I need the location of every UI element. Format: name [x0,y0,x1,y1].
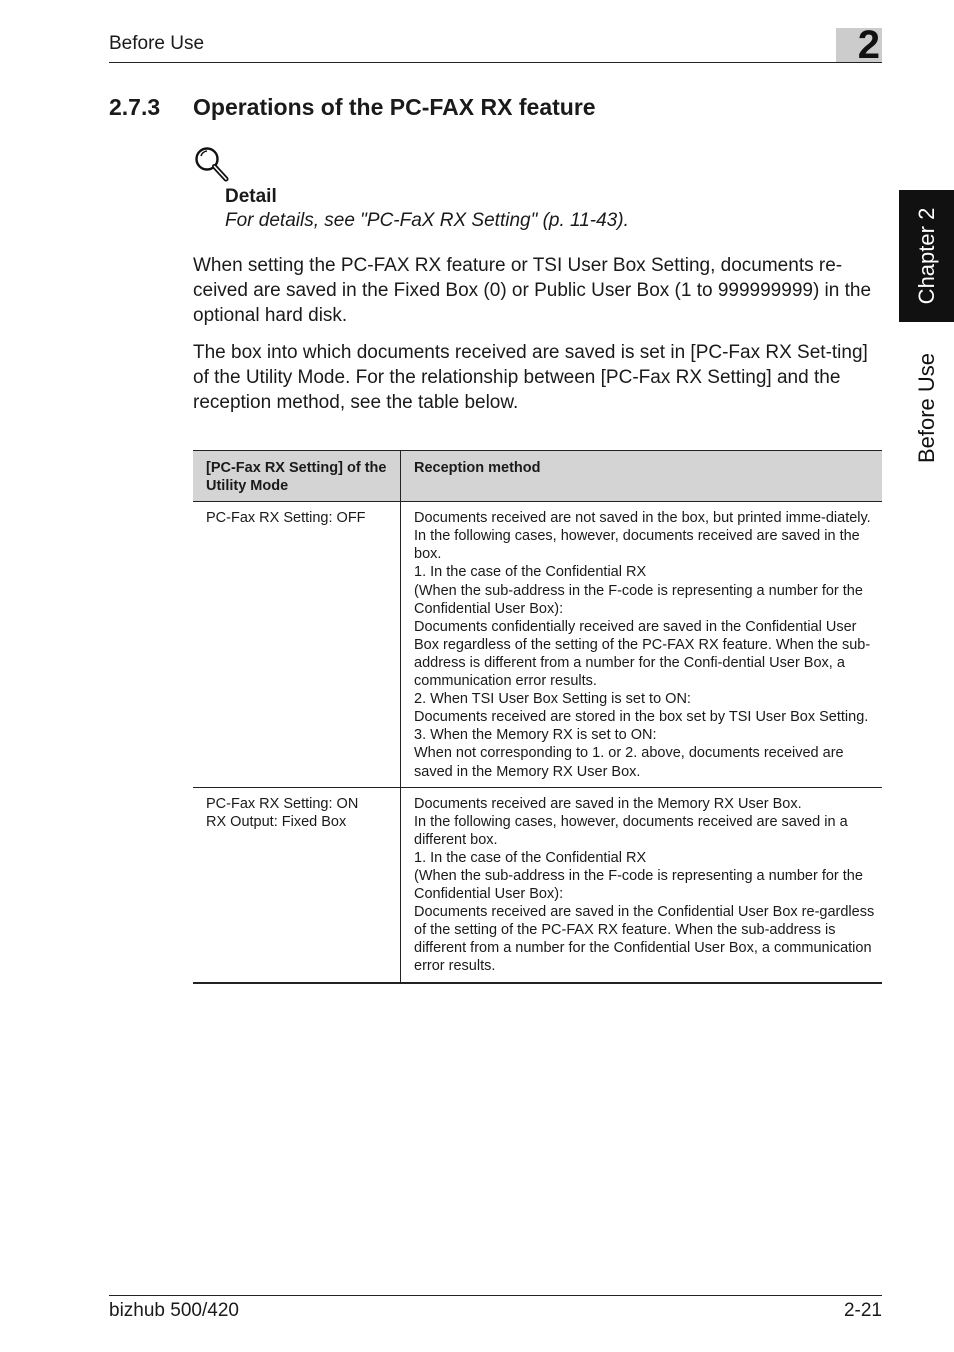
body-paragraph-2: The box into which documents received are saved is set in [PC-Fax RX Set-ting] of the Utility Mode. For the relationship between [PC-Fax RX Setting] and the reception method, see the table below. [193,342,868,413]
chapter-side-tab-label: Chapter 2 [913,207,939,305]
footer-rule [109,1295,882,1296]
table-row [193,787,882,982]
cell-line: In the following cases, however, documents received are saved in the box. [414,528,860,563]
cell-line: 3. When the Memory RX is set to ON: [414,727,657,744]
table-header-row [193,451,882,502]
cell-line: Documents received are saved in the Confidential User Box re-gardless of the setting of the PC-FAX RX feature. When the sub-address is different from a number for the Confidential User Box, a communication error results. [414,904,875,975]
table-cell-method [401,787,883,982]
detail-label: Detail [225,186,277,207]
cell-line: When not corresponding to 1. or 2. above, documents received are saved in the Memory RX User Box. [414,745,844,780]
cell-line: Documents received are saved in the Memory RX User Box. [414,795,802,812]
cell-line: (When the sub-address in the F-code is representing a number for the Confidential User Box): [414,582,863,617]
cell-line: 1. In the case of the Confidential RX [414,564,647,581]
body-paragraph-1: When setting the PC-FAX RX feature or TSI User Box Setting, documents re-ceived are saved in the Fixed Box (0) or Public User Box (1 to 999999999) in the optional hard disk. [193,255,872,326]
table-row [193,502,882,787]
cell-line: 1. In the case of the Confidential RX [414,849,647,866]
header-rule [109,62,882,63]
chapter-number-box [836,23,882,67]
section-number: 2.7.3 [109,94,161,120]
section-side-label-text: Before Use [913,352,939,463]
cell-line: (When the sub-address in the F-code is representing a number for the Confidential User Box): [414,867,863,903]
section-title: Operations of the PC-FAX RX feature [193,94,596,120]
cell-line: RX Output: Fixed Box [206,813,347,830]
footer-product-name: bizhub 500/420 [109,1300,239,1321]
chapter-number: 2 [857,23,880,67]
magnifier-icon [193,145,231,183]
cell-line: Documents confidentially received are saved in the Confidential User Box regardless of the setting of the PC-FAX RX feature. When the sub-address is different from a number for the Confi-dential User Box, a communication error results. [414,618,871,690]
cell-line: Documents received are not saved in the box, but printed imme-diately. [414,510,871,527]
section-side-label [899,335,954,480]
cell-line: In the following cases, however, documents received are saved in a different box. [414,813,848,848]
reception-method-table [193,450,882,984]
table-header-method: Reception method [401,451,883,502]
table-cell-method [401,502,883,787]
table-header-setting: [PC-Fax RX Setting] of the Utility Mode [193,451,401,502]
running-header-title: Before Use [109,33,205,54]
cell-line: PC-Fax RX Setting: OFF [206,510,366,527]
detail-reference: For details, see "PC-FaX RX Setting" (p. 11-43). [225,210,629,231]
section-heading [109,94,596,121]
footer-page-number: 2-21 [843,1300,882,1321]
table-cell-setting [193,787,401,982]
chapter-side-tab [899,190,954,322]
cell-line: Documents received are stored in the box set by TSI User Box Setting. [414,709,869,726]
table-cell-setting [193,502,401,787]
cell-line: 2. When TSI User Box Setting is set to ON: [414,691,691,708]
cell-line: PC-Fax RX Setting: ON [206,795,359,812]
